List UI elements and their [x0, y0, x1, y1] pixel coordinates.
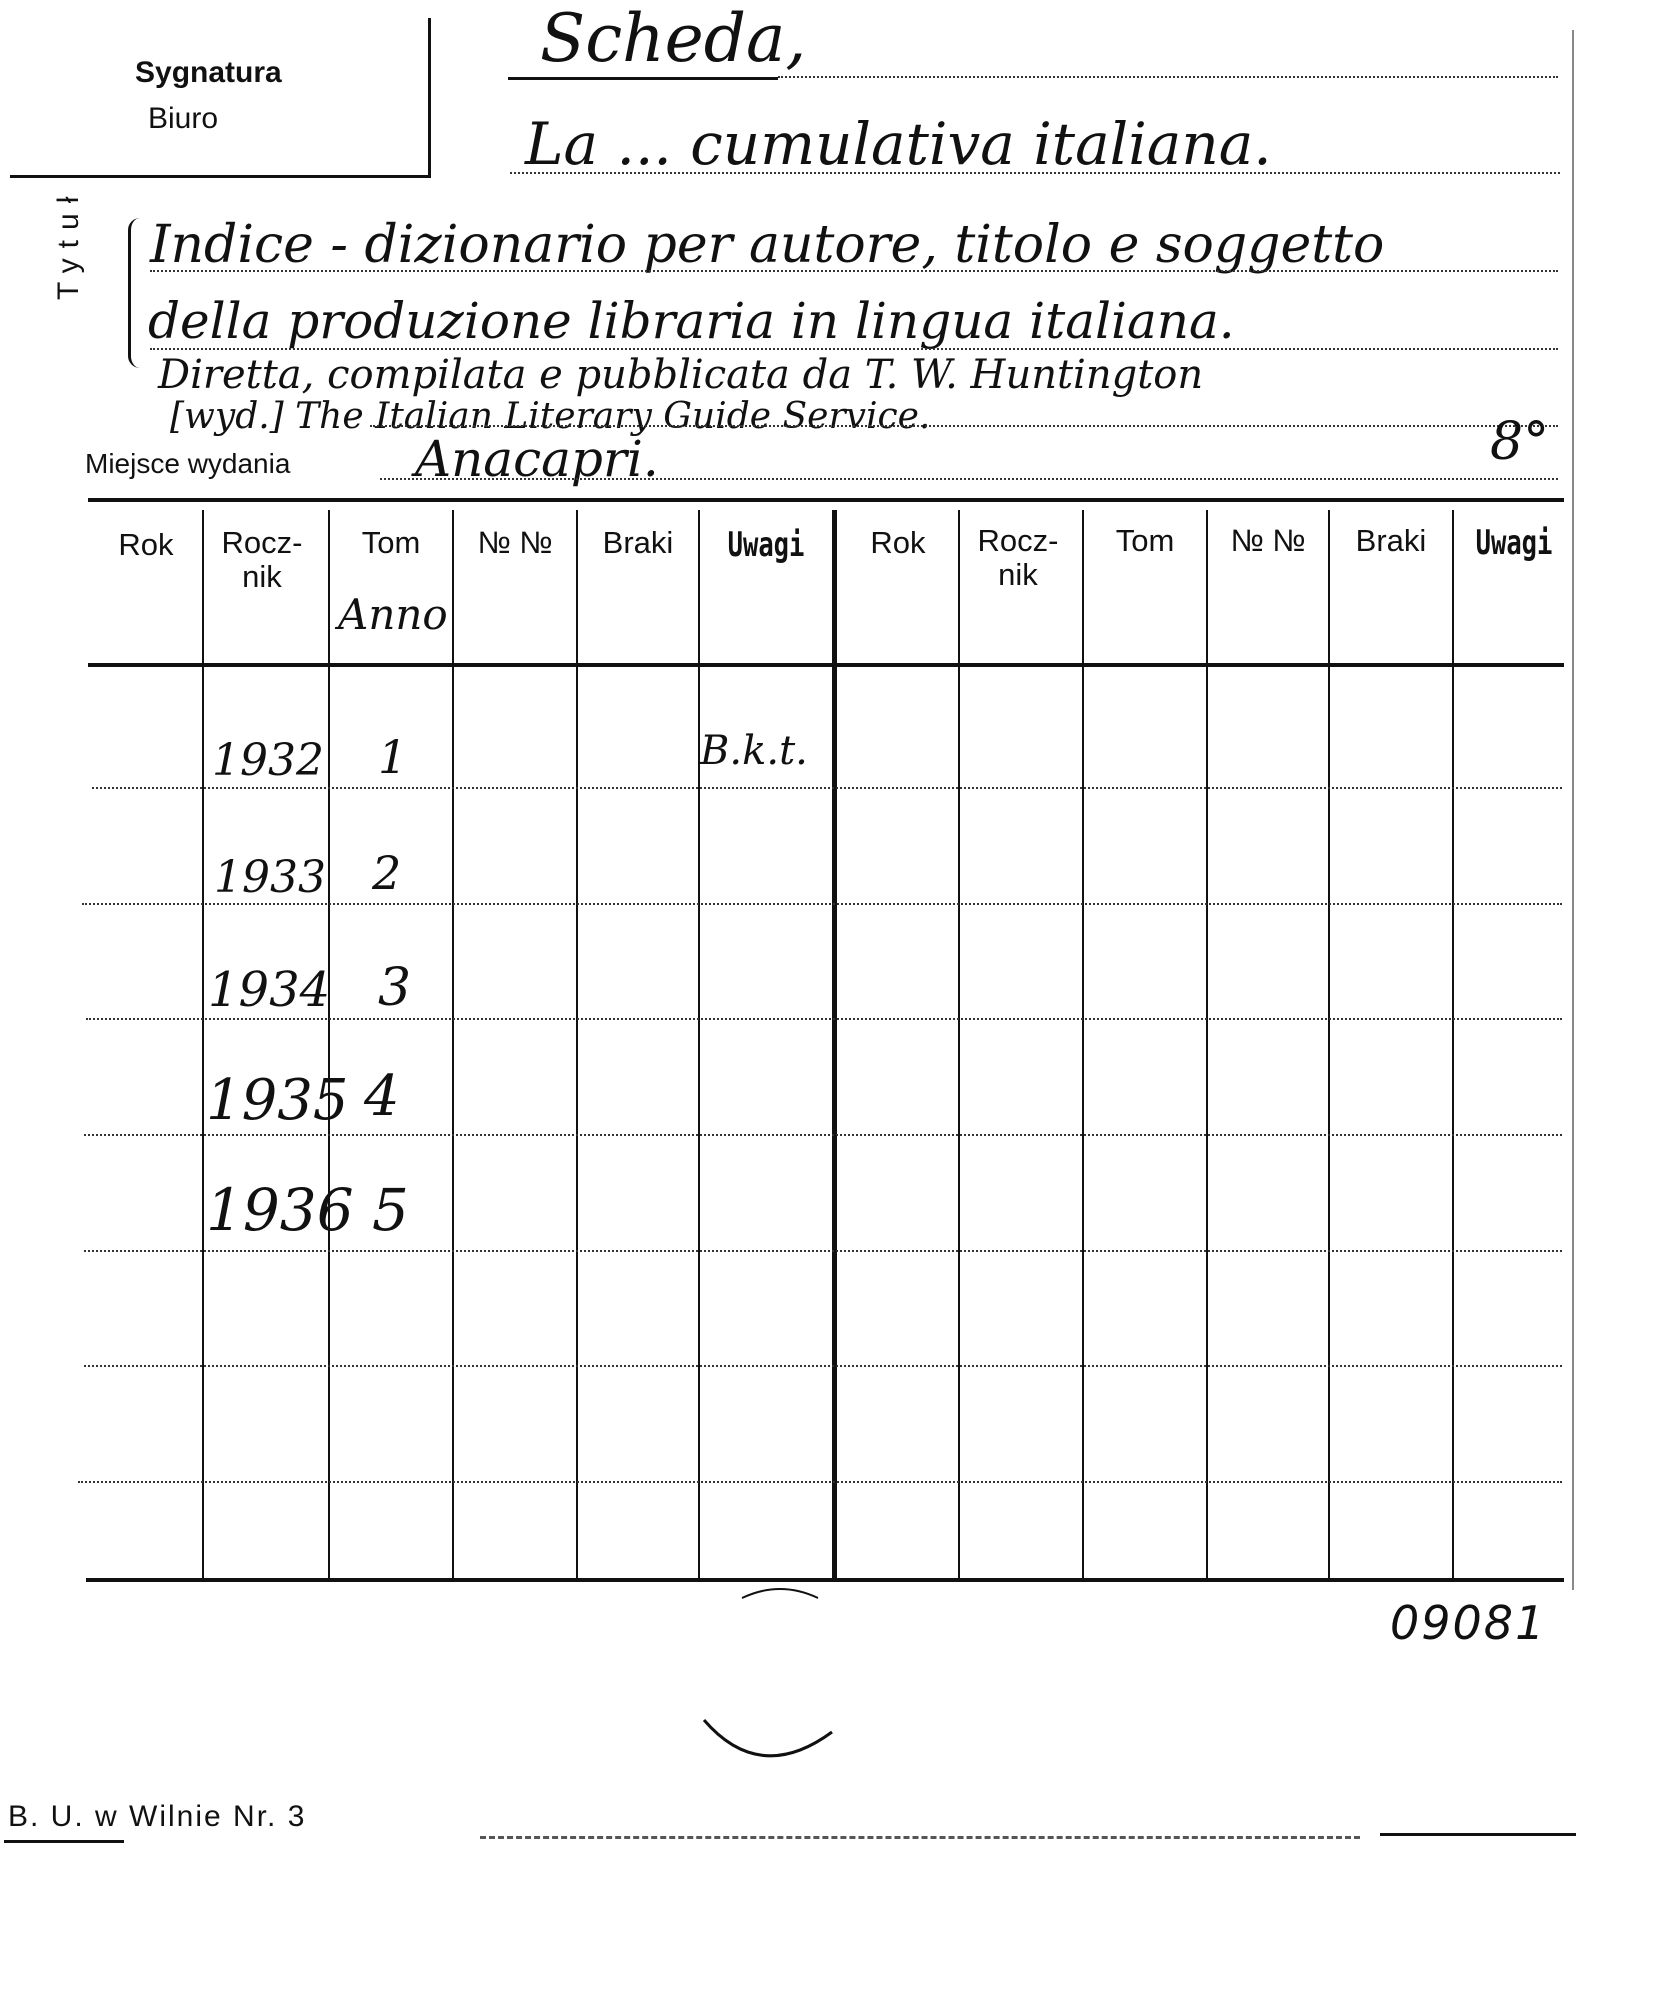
row-3-rocznik: 1934: [208, 962, 331, 1018]
col-divider: [1452, 510, 1454, 1578]
heading-underline: [508, 77, 778, 80]
row-2-rocznik: 1933: [214, 852, 326, 903]
col-divider: [1328, 510, 1330, 1578]
row-separator: [92, 787, 1562, 789]
place-label: Miejsce wydania: [85, 448, 291, 479]
library-label: B. U. w Wilnie Nr. 3: [8, 1800, 307, 1833]
tom-annotation: Anno: [338, 590, 448, 639]
heading-dotline: [778, 76, 1558, 78]
header-rok-right: Rok: [870, 525, 926, 560]
row-3-tom: 3: [378, 958, 412, 1018]
title-line-4-dotline: [370, 425, 1558, 427]
title-line-1: Indice - dizionario per autore, titolo e soggetto: [150, 215, 1385, 275]
table-header-border: [88, 663, 1564, 667]
row-1-uwagi: B.k.t.: [700, 728, 808, 774]
card-right-edge: [1572, 30, 1574, 1590]
table-top-border: [88, 498, 1564, 502]
header-braki-right: Braki: [1355, 523, 1427, 558]
header-braki: Braki: [602, 525, 674, 560]
col-divider: [576, 510, 578, 1578]
col-divider: [958, 510, 960, 1578]
row-4-tom: 4: [364, 1064, 400, 1129]
row-separator: [82, 903, 1562, 905]
tytul-bracket: [128, 218, 149, 368]
curve-mark-top: [740, 1580, 820, 1604]
row-1-tom: 1: [378, 730, 408, 784]
row-2-tom: 2: [372, 846, 402, 900]
footer-dashes: [480, 1836, 1360, 1839]
sygnatura-label: Sygnatura: [135, 56, 282, 89]
title-handwritten: La ... cumulativa italiana.: [525, 110, 1272, 178]
title-line-3: Diretta, compilata e pubblicata da T. W. Huntington: [158, 352, 1204, 398]
row-separator: [84, 1365, 1562, 1367]
row-5-tom: 5: [372, 1176, 409, 1244]
place-value: Anacapri.: [415, 430, 659, 488]
heading-handwritten: Scheda,: [540, 0, 807, 77]
sygnatura-box-right-border: [428, 18, 431, 178]
curve-mark-bottom: [700, 1710, 840, 1780]
header-numery-right: № №: [1230, 523, 1306, 558]
row-4-rocznik: 1935: [206, 1068, 349, 1133]
center-divider: [832, 510, 837, 1578]
row-separator: [84, 1134, 1562, 1136]
row-separator: [86, 1018, 1562, 1020]
header-rocznik: Rocz- nik: [221, 525, 303, 594]
header-tom-right: Tom: [1115, 523, 1175, 558]
col-divider: [1206, 510, 1208, 1578]
header-tom: Tom: [361, 525, 421, 560]
header-uwagi: Uwagi: [727, 525, 805, 565]
col-divider: [452, 510, 454, 1578]
table-bottom-border: [86, 1578, 1564, 1582]
row-separator: [78, 1481, 1562, 1483]
row-5-rocznik: 1936: [206, 1176, 354, 1244]
col-divider: [1082, 510, 1084, 1578]
col-divider: [698, 510, 700, 1578]
catalog-number: 09081: [1390, 1596, 1547, 1650]
row-separator: [84, 1250, 1562, 1252]
header-rok: Rok: [118, 527, 174, 562]
header-rocznik-right: Rocz- nik: [977, 523, 1059, 592]
title-line-1-dotline: [150, 270, 1558, 272]
row-1-rocznik: 1932: [212, 735, 324, 786]
place-dotline: [380, 478, 1558, 480]
header-numery: № №: [477, 525, 553, 560]
title-dotline: [510, 172, 1560, 174]
biuro-label: Biuro: [148, 102, 219, 135]
col-divider: [202, 510, 204, 1578]
footer-line: [1380, 1833, 1576, 1836]
library-underline: [4, 1840, 124, 1843]
title-line-2-dotline: [150, 348, 1558, 350]
title-line-4: [wyd.] The Italian Literary Guide Service.: [170, 396, 931, 437]
title-line-2: della produzione libraria in lingua italiana.: [148, 292, 1235, 350]
header-uwagi-right: Uwagi: [1475, 523, 1553, 563]
col-divider: [328, 510, 330, 1578]
tytul-vertical-label: Tytuł: [52, 186, 85, 300]
format-value: 8°: [1490, 412, 1550, 472]
